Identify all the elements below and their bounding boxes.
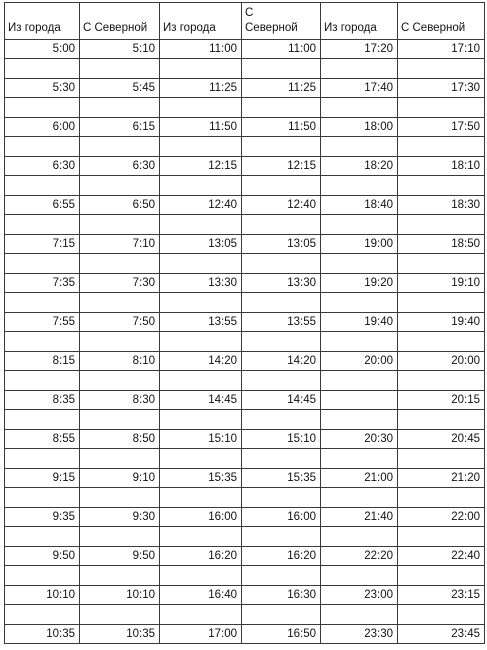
time-cell: 22:40 xyxy=(398,547,485,566)
empty-cell xyxy=(321,566,398,586)
empty-cell xyxy=(5,215,80,235)
time-cell: 22:20 xyxy=(321,547,398,566)
empty-cell xyxy=(398,59,485,79)
table-row xyxy=(5,469,485,488)
time-cell: 23:45 xyxy=(398,625,485,644)
time-cell: 18:10 xyxy=(398,157,485,176)
time-cell: 6:30 xyxy=(5,157,80,176)
empty-cell xyxy=(321,410,398,430)
empty-cell xyxy=(398,371,485,391)
empty-cell xyxy=(5,98,80,118)
empty-cell xyxy=(321,449,398,469)
empty-cell xyxy=(160,59,242,79)
time-cell: 6:15 xyxy=(80,118,160,137)
time-cell: 13:55 xyxy=(242,313,321,332)
empty-cell xyxy=(321,527,398,547)
empty-cell xyxy=(242,371,321,391)
empty-cell xyxy=(321,176,398,196)
time-cell: 7:50 xyxy=(80,313,160,332)
time-cell: 20:30 xyxy=(321,430,398,449)
empty-cell xyxy=(398,176,485,196)
time-cell: 16:20 xyxy=(242,547,321,566)
empty-cell xyxy=(242,215,321,235)
table-row xyxy=(5,586,485,605)
table-row xyxy=(5,547,485,566)
time-cell: 18:20 xyxy=(321,157,398,176)
empty-cell xyxy=(321,293,398,313)
time-cell: 8:30 xyxy=(80,391,160,410)
time-cell: 14:20 xyxy=(242,352,321,371)
time-cell: 9:50 xyxy=(5,547,80,566)
time-cell: 13:05 xyxy=(242,235,321,254)
header-from-city-1: Из города xyxy=(5,3,80,40)
table-row xyxy=(5,391,485,410)
time-cell: 10:10 xyxy=(5,586,80,605)
empty-cell xyxy=(160,488,242,508)
empty-cell xyxy=(398,293,485,313)
time-cell: 19:40 xyxy=(321,313,398,332)
time-cell: 11:00 xyxy=(160,40,242,59)
empty-cell xyxy=(321,605,398,625)
time-cell: 10:35 xyxy=(80,625,160,644)
time-cell: 9:30 xyxy=(80,508,160,527)
empty-cell xyxy=(321,59,398,79)
time-cell: 16:00 xyxy=(242,508,321,527)
empty-cell xyxy=(160,410,242,430)
empty-cell xyxy=(160,215,242,235)
empty-cell xyxy=(80,332,160,352)
empty-cell xyxy=(398,137,485,157)
empty-cell xyxy=(5,449,80,469)
empty-cell xyxy=(160,371,242,391)
spacer-row xyxy=(5,137,485,157)
time-cell: 18:30 xyxy=(398,196,485,215)
time-cell: 23:00 xyxy=(321,586,398,605)
time-cell xyxy=(321,391,398,410)
header-from-severnaya-2: С Северной xyxy=(242,3,321,40)
time-cell: 12:40 xyxy=(160,196,242,215)
empty-cell xyxy=(242,176,321,196)
time-cell: 11:50 xyxy=(160,118,242,137)
empty-cell xyxy=(80,215,160,235)
empty-cell xyxy=(321,215,398,235)
time-cell: 12:15 xyxy=(160,157,242,176)
empty-cell xyxy=(242,137,321,157)
time-cell: 11:50 xyxy=(242,118,321,137)
time-cell: 19:40 xyxy=(398,313,485,332)
empty-cell xyxy=(5,254,80,274)
time-cell: 8:35 xyxy=(5,391,80,410)
empty-cell xyxy=(321,488,398,508)
spacer-row xyxy=(5,254,485,274)
empty-cell xyxy=(398,98,485,118)
empty-cell xyxy=(5,176,80,196)
time-cell: 14:45 xyxy=(242,391,321,410)
time-cell: 20:45 xyxy=(398,430,485,449)
spacer-row xyxy=(5,98,485,118)
time-cell: 13:30 xyxy=(160,274,242,293)
empty-cell xyxy=(5,293,80,313)
table-row xyxy=(5,118,485,137)
empty-cell xyxy=(321,332,398,352)
time-cell: 23:30 xyxy=(321,625,398,644)
time-cell: 9:35 xyxy=(5,508,80,527)
time-cell: 17:10 xyxy=(398,40,485,59)
empty-cell xyxy=(398,215,485,235)
time-cell: 6:50 xyxy=(80,196,160,215)
empty-cell xyxy=(80,254,160,274)
table-row xyxy=(5,40,485,59)
spacer-row xyxy=(5,410,485,430)
empty-cell xyxy=(80,410,160,430)
empty-cell xyxy=(160,449,242,469)
time-cell: 22:00 xyxy=(398,508,485,527)
empty-cell xyxy=(398,566,485,586)
time-cell: 16:00 xyxy=(160,508,242,527)
empty-cell xyxy=(80,371,160,391)
time-cell: 8:55 xyxy=(5,430,80,449)
empty-cell xyxy=(160,254,242,274)
spacer-row xyxy=(5,293,485,313)
time-cell: 15:35 xyxy=(160,469,242,488)
empty-cell xyxy=(80,605,160,625)
empty-cell xyxy=(80,98,160,118)
spacer-row xyxy=(5,332,485,352)
empty-cell xyxy=(242,605,321,625)
empty-cell xyxy=(242,332,321,352)
time-cell: 17:00 xyxy=(160,625,242,644)
spacer-row xyxy=(5,488,485,508)
time-cell: 6:30 xyxy=(80,157,160,176)
spacer-row xyxy=(5,527,485,547)
empty-cell xyxy=(5,566,80,586)
time-cell: 19:20 xyxy=(321,274,398,293)
table-row xyxy=(5,157,485,176)
time-cell: 5:45 xyxy=(80,79,160,98)
empty-cell xyxy=(321,98,398,118)
time-cell: 14:20 xyxy=(160,352,242,371)
time-cell: 16:40 xyxy=(160,586,242,605)
empty-cell xyxy=(160,293,242,313)
time-cell: 5:00 xyxy=(5,40,80,59)
empty-cell xyxy=(5,527,80,547)
empty-cell xyxy=(160,566,242,586)
table-row xyxy=(5,274,485,293)
empty-cell xyxy=(160,98,242,118)
empty-cell xyxy=(160,605,242,625)
time-cell: 8:50 xyxy=(80,430,160,449)
empty-cell xyxy=(242,293,321,313)
empty-cell xyxy=(398,410,485,430)
time-cell: 7:35 xyxy=(5,274,80,293)
time-cell: 16:50 xyxy=(242,625,321,644)
empty-cell xyxy=(321,137,398,157)
empty-cell xyxy=(80,527,160,547)
time-cell: 18:40 xyxy=(321,196,398,215)
time-cell: 12:40 xyxy=(242,196,321,215)
table-row xyxy=(5,625,485,644)
empty-cell xyxy=(398,254,485,274)
time-cell: 15:35 xyxy=(242,469,321,488)
header-from-city-3: Из города xyxy=(321,3,398,40)
time-cell: 11:25 xyxy=(160,79,242,98)
time-cell: 16:20 xyxy=(160,547,242,566)
time-cell: 8:15 xyxy=(5,352,80,371)
time-cell: 19:10 xyxy=(398,274,485,293)
time-cell: 11:25 xyxy=(242,79,321,98)
table-row xyxy=(5,313,485,332)
empty-cell xyxy=(242,527,321,547)
empty-cell xyxy=(242,59,321,79)
header-from-severnaya-1: С Северной xyxy=(80,3,160,40)
time-cell: 13:55 xyxy=(160,313,242,332)
table-row xyxy=(5,196,485,215)
time-cell: 7:55 xyxy=(5,313,80,332)
time-cell: 17:40 xyxy=(321,79,398,98)
time-cell: 18:00 xyxy=(321,118,398,137)
empty-cell xyxy=(398,605,485,625)
time-cell: 17:30 xyxy=(398,79,485,98)
empty-cell xyxy=(321,371,398,391)
time-cell: 6:00 xyxy=(5,118,80,137)
spacer-row xyxy=(5,605,485,625)
empty-cell xyxy=(242,98,321,118)
table-row xyxy=(5,235,485,254)
empty-cell xyxy=(160,176,242,196)
time-cell: 21:00 xyxy=(321,469,398,488)
time-cell: 5:10 xyxy=(80,40,160,59)
time-cell: 12:15 xyxy=(242,157,321,176)
time-cell: 23:15 xyxy=(398,586,485,605)
empty-cell xyxy=(160,137,242,157)
empty-cell xyxy=(5,137,80,157)
spacer-row xyxy=(5,371,485,391)
empty-cell xyxy=(5,371,80,391)
time-cell: 17:20 xyxy=(321,40,398,59)
time-cell: 21:40 xyxy=(321,508,398,527)
empty-cell xyxy=(80,293,160,313)
empty-cell xyxy=(160,332,242,352)
table-row xyxy=(5,508,485,527)
empty-cell xyxy=(242,254,321,274)
time-cell: 7:15 xyxy=(5,235,80,254)
empty-cell xyxy=(80,566,160,586)
header-from-severnaya-3: С Северной xyxy=(398,3,485,40)
time-cell: 16:30 xyxy=(242,586,321,605)
table-row xyxy=(5,430,485,449)
spacer-row xyxy=(5,449,485,469)
empty-cell xyxy=(80,137,160,157)
time-cell: 10:35 xyxy=(5,625,80,644)
table-row xyxy=(5,352,485,371)
time-cell: 14:45 xyxy=(160,391,242,410)
time-cell: 13:05 xyxy=(160,235,242,254)
empty-cell xyxy=(5,488,80,508)
empty-cell xyxy=(398,488,485,508)
empty-cell xyxy=(321,254,398,274)
empty-cell xyxy=(398,332,485,352)
time-cell: 20:15 xyxy=(398,391,485,410)
header-row xyxy=(5,3,485,40)
empty-cell xyxy=(5,410,80,430)
spacer-row xyxy=(5,566,485,586)
time-cell: 7:10 xyxy=(80,235,160,254)
time-cell: 19:00 xyxy=(321,235,398,254)
spacer-row xyxy=(5,176,485,196)
spacer-row xyxy=(5,59,485,79)
empty-cell xyxy=(242,488,321,508)
empty-cell xyxy=(398,527,485,547)
time-cell: 11:00 xyxy=(242,40,321,59)
time-cell: 5:30 xyxy=(5,79,80,98)
header-from-city-2: Из города xyxy=(160,3,242,40)
empty-cell xyxy=(80,449,160,469)
time-cell: 20:00 xyxy=(321,352,398,371)
empty-cell xyxy=(80,176,160,196)
time-cell: 20:00 xyxy=(398,352,485,371)
time-cell: 15:10 xyxy=(160,430,242,449)
schedule-sheet xyxy=(4,2,484,647)
bus-schedule-table xyxy=(4,2,485,644)
time-cell: 18:50 xyxy=(398,235,485,254)
empty-cell xyxy=(398,449,485,469)
empty-cell xyxy=(160,527,242,547)
time-cell: 10:10 xyxy=(80,586,160,605)
spacer-row xyxy=(5,215,485,235)
time-cell: 8:10 xyxy=(80,352,160,371)
time-cell: 6:55 xyxy=(5,196,80,215)
time-cell: 13:30 xyxy=(242,274,321,293)
empty-cell xyxy=(242,449,321,469)
time-cell: 7:30 xyxy=(80,274,160,293)
schedule-table-body xyxy=(5,3,485,644)
empty-cell xyxy=(242,566,321,586)
empty-cell xyxy=(80,488,160,508)
time-cell: 9:10 xyxy=(80,469,160,488)
time-cell: 21:20 xyxy=(398,469,485,488)
time-cell: 9:15 xyxy=(5,469,80,488)
table-row xyxy=(5,79,485,98)
empty-cell xyxy=(242,410,321,430)
empty-cell xyxy=(5,59,80,79)
empty-cell xyxy=(80,59,160,79)
empty-cell xyxy=(5,605,80,625)
time-cell: 17:50 xyxy=(398,118,485,137)
time-cell: 15:10 xyxy=(242,430,321,449)
empty-cell xyxy=(5,332,80,352)
time-cell: 9:50 xyxy=(80,547,160,566)
